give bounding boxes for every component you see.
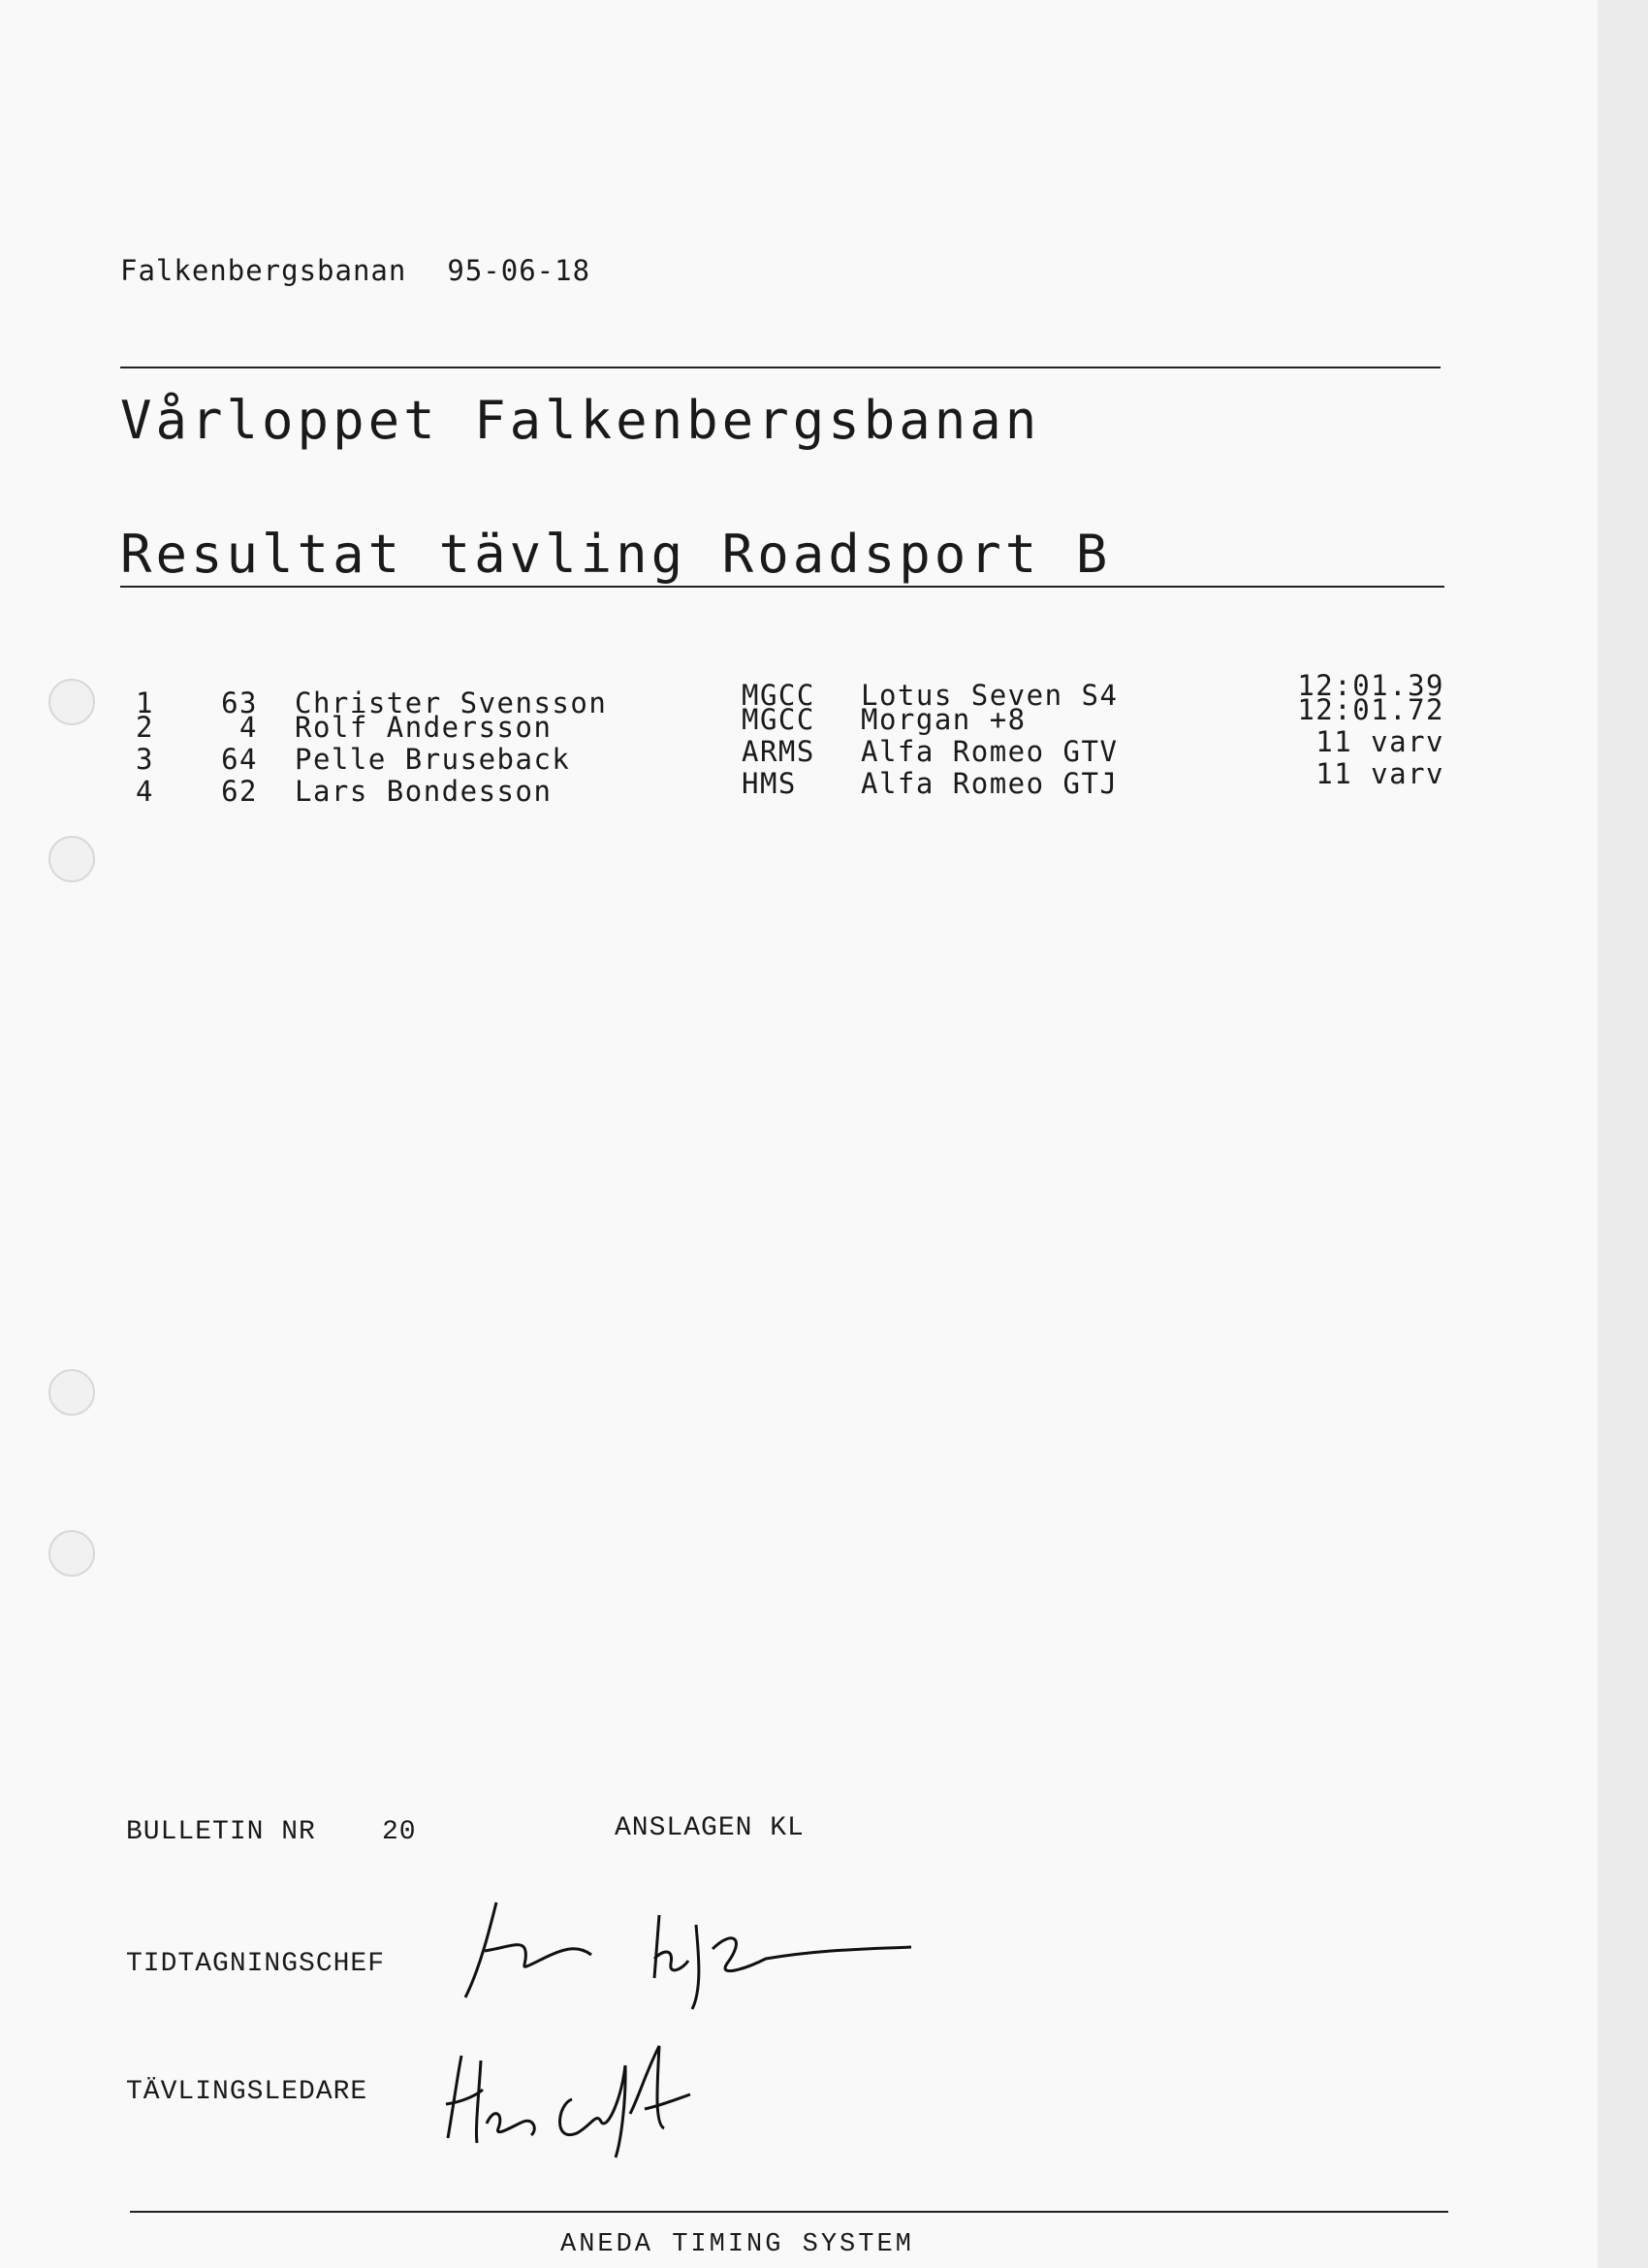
club: ARMS bbox=[742, 735, 815, 768]
club: MGCC bbox=[742, 679, 815, 712]
car-model: Morgan +8 bbox=[861, 703, 1027, 736]
results-title: Resultat tävling Roadsport B bbox=[120, 524, 1112, 585]
position: 1 bbox=[136, 687, 154, 719]
timing-chief-signature bbox=[456, 1891, 931, 2017]
punch-hole bbox=[48, 679, 95, 725]
car-model: Alfa Romeo GTJ bbox=[861, 767, 1119, 800]
punch-hole bbox=[48, 1530, 95, 1577]
car-number: 64 bbox=[221, 743, 258, 776]
event-date: 95-06-18 bbox=[447, 254, 591, 287]
driver-name: Pelle Bruseback bbox=[295, 743, 571, 776]
result: 11 varv bbox=[1315, 725, 1444, 758]
divider bbox=[120, 367, 1441, 368]
car-model: Alfa Romeo GTV bbox=[861, 735, 1119, 768]
venue-date-line bbox=[120, 254, 631, 287]
position: 2 bbox=[136, 711, 154, 744]
divider bbox=[130, 2211, 1448, 2213]
venue-name: Falkenbergsbanan bbox=[120, 254, 407, 287]
car-model: Lotus Seven S4 bbox=[861, 679, 1119, 712]
result: 12:01.39 bbox=[1297, 669, 1444, 702]
posted-label: ANSLAGEN KL bbox=[615, 1813, 805, 1843]
driver-name: Lars Bondesson bbox=[295, 775, 553, 808]
club: MGCC bbox=[742, 703, 815, 736]
divider bbox=[120, 586, 1444, 588]
system-footer: ANEDA TIMING SYSTEM bbox=[560, 2230, 914, 2253]
punch-hole bbox=[48, 1369, 95, 1416]
punch-hole bbox=[48, 836, 95, 882]
car-number: 63 bbox=[221, 687, 258, 719]
race-director-signature bbox=[436, 2036, 698, 2162]
driver-name: Rolf Andersson bbox=[295, 711, 553, 744]
car-number: 62 bbox=[221, 775, 258, 808]
event-title: Vårloppet Falkenbergsbanan bbox=[120, 390, 1041, 451]
driver-name: Christer Svensson bbox=[295, 687, 608, 719]
car-number: 4 bbox=[239, 711, 258, 744]
scan-edge bbox=[1598, 0, 1648, 2268]
position: 3 bbox=[136, 743, 154, 776]
bulletin-number: 20 bbox=[382, 1817, 417, 1847]
race-director-label: TÄVLINGSLEDARE bbox=[126, 2077, 368, 2107]
timing-chief-label: TIDTAGNINGSCHEF bbox=[126, 1949, 386, 1979]
result: 11 varv bbox=[1315, 757, 1444, 790]
bulletin-label: BULLETIN NR bbox=[126, 1817, 316, 1847]
club: HMS bbox=[742, 767, 797, 800]
result: 12:01.72 bbox=[1297, 693, 1444, 726]
position: 4 bbox=[136, 775, 154, 808]
